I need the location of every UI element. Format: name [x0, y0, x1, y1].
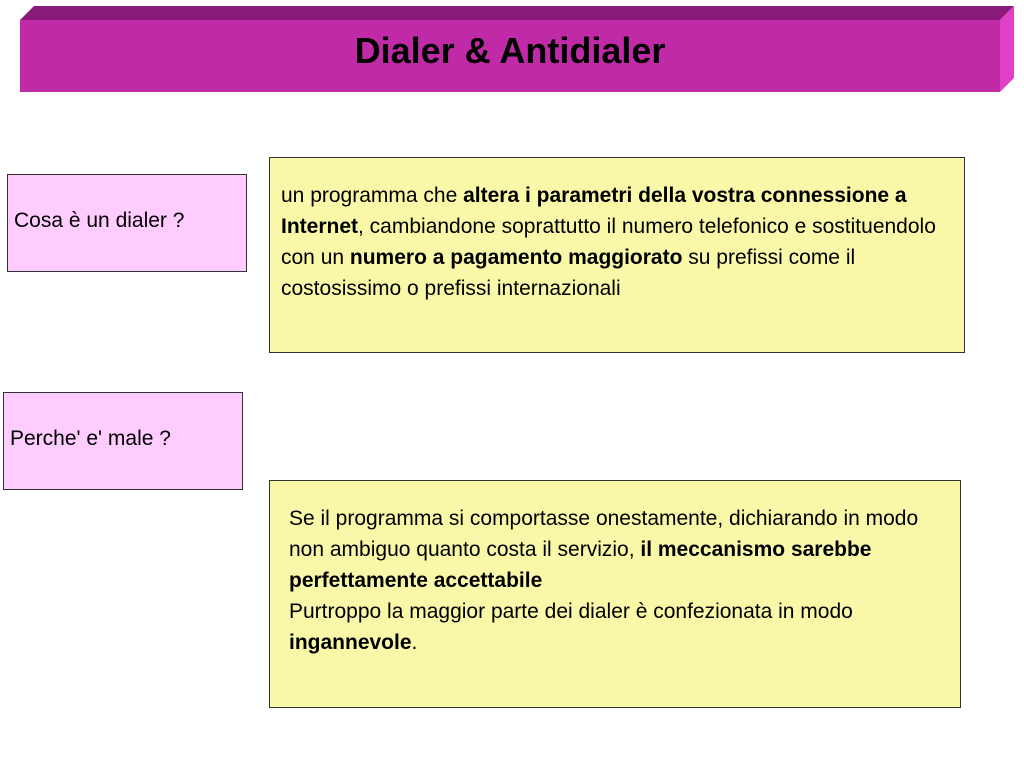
- answer-box-why-bad: [269, 480, 961, 708]
- answer-text: Purtroppo la maggior parte dei dialer è confezionata in modo: [289, 600, 853, 623]
- answer-bold-text: numero a pagamento maggiorato: [349, 246, 683, 269]
- answer-box-definition: [269, 157, 965, 353]
- question-box-what-is-dialer: [7, 174, 247, 272]
- answer-bold-text: altera i parametri della vostra connessione a Internet: [281, 184, 907, 238]
- answer-text: Se il programma si comportasse onestamente, dichiarando in modo non ambiguo quanto costa il servizio,: [289, 507, 919, 561]
- answer-bold-text: ingannevole: [289, 631, 412, 654]
- question-label: Cosa è un dialer ?: [14, 209, 185, 232]
- answer-text: , cambiandone soprattutto il numero telefonico e sostituendolo con un: [281, 215, 936, 269]
- banner-side-face: [1000, 6, 1014, 92]
- question-box-why-bad: [3, 392, 243, 490]
- answer-text: .: [411, 631, 418, 654]
- answer-text: su prefissi come il costosissimo o prefissi internazionali: [281, 246, 856, 300]
- answer-bold-text: il meccanismo sarebbe perfettamente accettabile: [289, 538, 872, 592]
- title-banner: [20, 6, 1014, 96]
- question-label: Perche' e' male ?: [10, 427, 171, 450]
- answer-text: un programma che: [281, 184, 464, 207]
- page-title: Dialer & Antidialer: [354, 30, 666, 71]
- banner-top-face: [20, 6, 1014, 20]
